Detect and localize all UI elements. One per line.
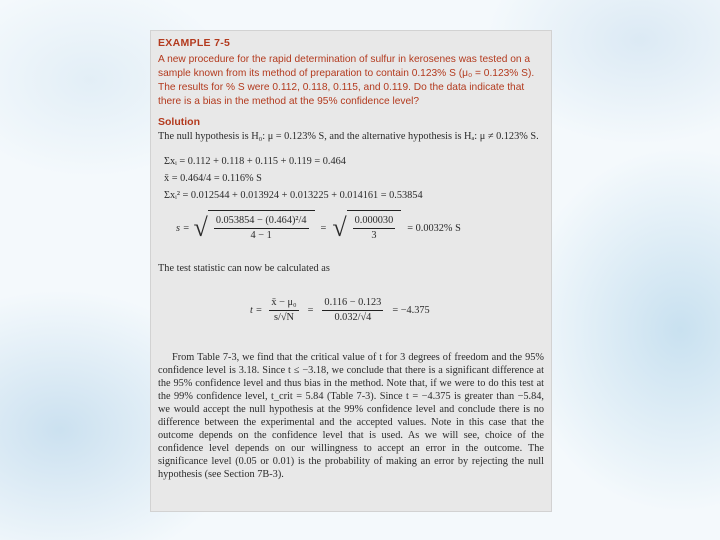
sd-denominator-2: 3 [371,230,377,241]
summation-equations [164,153,544,204]
t-denominator-1: s/√N [274,311,294,323]
t-fraction-2 [322,296,383,325]
sd-denominator-1: 4 − 1 [250,230,272,241]
sd-radical-1 [194,210,315,246]
test-statistic-intro: The test statistic can now be calculated as [158,263,330,274]
sd-lhs: s = [176,222,190,234]
sum-equation: Σxᵢ = 0.112 + 0.118 + 0.115 + 0.119 = 0.464 [164,156,346,167]
t-fraction-1 [269,296,298,325]
t-denominator-2: 0.032/√4 [334,311,372,323]
sd-radical-2 [332,210,401,246]
t-numerator-2: 0.116 − 0.123 [322,296,383,311]
radical-sign-icon: √ [193,213,208,242]
conclusion-paragraph: From Table 7-3, we find that the critical value of t for 3 degrees of freedom and the 95% confidence level is 3.18. Since t ≤ −3.18, we conclude that there is a significant difference at the 95% confidence level and thus bias in the method. Note that, if we were to do this test at the 99% confidence level, t_crit = 5.84 (Table 7-3). Since t = −4.375 is greater than −5.84, we would accept the null hypothesis at the 99% confidence level and conclude there is no difference between the experimental and the accepted values. Note in this case that the outcome depends on the confidence level that is used. As we will see, choice of the confidence level depends on our willingness to accept an error in the outcome. The significance level (0.05 or 0.01) is the probability of making an error by rejecting the null hypothesis (see Section 7B-3). [158,352,544,480]
hypothesis-statement: The null hypothesis is H₀: μ = 0.123% S, and the alternative hypothesis is Hₐ: μ ≠ 0.123% S. [158,131,539,142]
sd-fraction-1 [214,214,309,243]
radical-sign-icon: √ [332,213,347,242]
problem-statement: A new procedure for the rapid determination of sulfur in kerosenes was tested on a sample known from its method of preparation to contain 0.123% S (μ₀ = 0.123% S). The results for % S were 0.112, 0.118, 0.115, and 0.119. Do the data indicate that there is a bias in the method at the 95% confidence level? [158,54,535,107]
standard-deviation-equation [176,208,544,248]
t-statistic-equation [250,287,544,333]
t-result: = −4.375 [392,304,430,316]
sd-result: = 0.0032% S [407,222,461,234]
mean-equation: x̄ = 0.464/4 = 0.116% S [164,173,262,184]
sd-numerator-2: 0.000030 [353,214,396,229]
sd-numerator-1: 0.053854 − (0.464)²/4 [214,214,309,229]
example-textbook-excerpt [150,30,552,512]
t-numerator-1: x̄ − μ₀ [269,296,298,311]
t-equals: = [307,304,314,316]
solution-heading: Solution [158,116,200,128]
t-lhs: t = [250,304,263,316]
sum-of-squares-equation: Σxᵢ² = 0.012544 + 0.013924 + 0.013225 + 0.014161 = 0.53854 [164,190,423,201]
sd-equals: = [320,222,327,234]
example-title: EXAMPLE 7-5 [158,37,231,49]
sd-fraction-2 [353,214,396,243]
